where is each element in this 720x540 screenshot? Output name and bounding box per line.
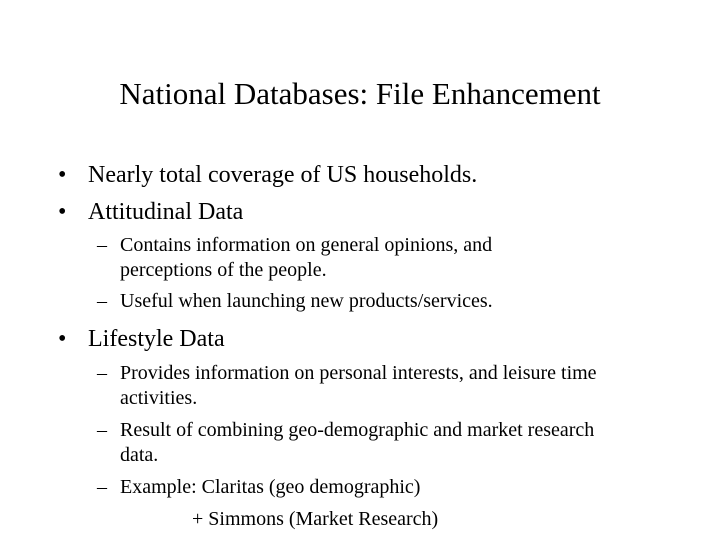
dash-symbol: – [97, 476, 107, 498]
bullet-symbol: • [58, 326, 67, 352]
dash-symbol: – [97, 362, 107, 384]
subitem-text: Example: Claritas (geo demographic) [120, 476, 421, 498]
bullet-coverage [58, 160, 477, 190]
bullet-text: Lifestyle Data [88, 326, 225, 352]
subitem-combining [97, 418, 627, 468]
bullet-attitudinal-data [58, 197, 243, 227]
dash-symbol: – [97, 419, 107, 441]
example-continuation: + Simmons (Market Research) [192, 508, 439, 530]
bullet-text: Attitudinal Data [88, 199, 244, 225]
subitem-text: Useful when launching new products/services. [120, 290, 493, 312]
subitem-text: Result of combining geo-demographic and market research data. [120, 419, 595, 466]
bullet-symbol: • [58, 162, 67, 188]
subitem-text: Provides information on personal interests, and leisure time activities. [120, 362, 597, 409]
bullet-lifestyle-data [58, 324, 225, 354]
bullet-text: Nearly total coverage of US households. [88, 162, 478, 188]
bullet-symbol: • [58, 199, 67, 225]
subitem-launching [97, 289, 657, 314]
slide-title: National Databases: File Enhancement [119, 76, 601, 111]
dash-symbol: – [97, 234, 107, 256]
subitem-text: Contains information on general opinions, and perceptions of the people. [120, 234, 493, 281]
dash-symbol: – [97, 290, 107, 312]
subitem-opinions [97, 233, 567, 283]
subitem-interests [97, 361, 657, 411]
subitem-example [97, 475, 657, 500]
